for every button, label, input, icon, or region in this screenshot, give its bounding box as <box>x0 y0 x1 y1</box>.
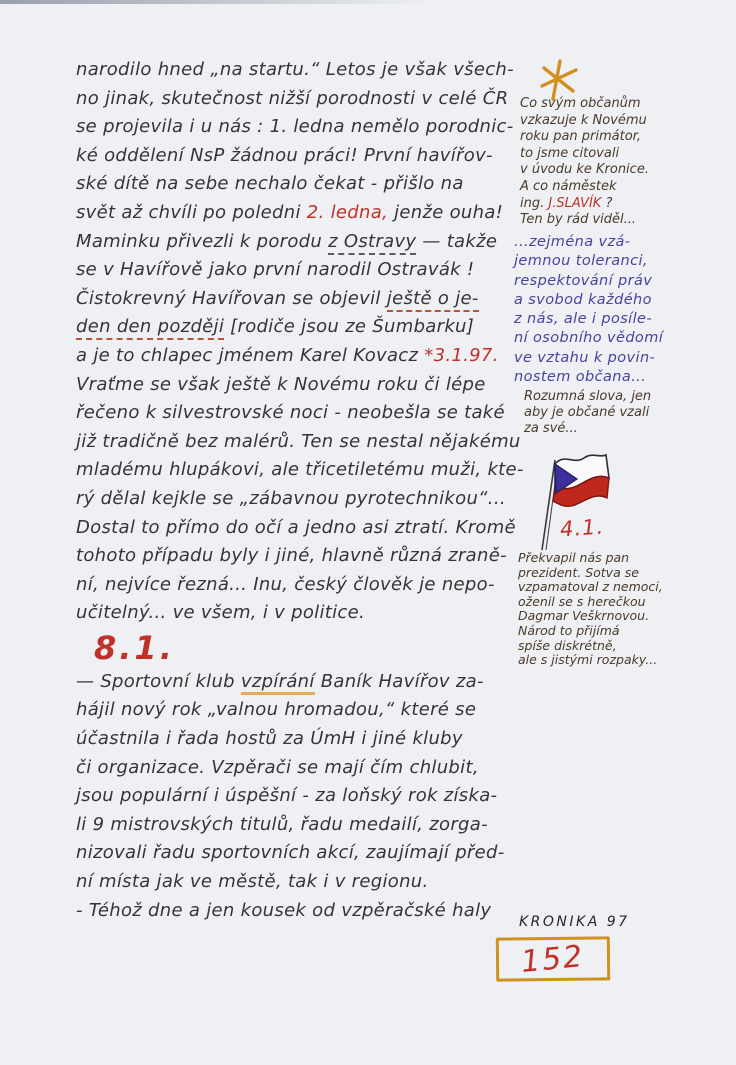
text-segment: li 9 mistrovských titulů, řadu medailí, zorga- <box>76 813 488 835</box>
scan-edge-artifact <box>0 0 430 4</box>
main-text-line <box>76 696 551 725</box>
margin-note-new-year-message-line <box>520 113 649 130</box>
text-segment: rý dělal kejkle se „zábavnou pyrotechnikou“... <box>76 487 506 509</box>
text-segment: ve vztahu k povin- <box>514 349 656 366</box>
main-text-line <box>76 113 551 142</box>
text-segment: a je to chlapec jménem Karel Kovacz <box>76 344 425 366</box>
main-text-line <box>76 342 551 371</box>
margin-note-tolerance-wish-line <box>514 349 663 368</box>
margin-note-tolerance-wish <box>514 233 663 387</box>
page-number: 152 <box>519 938 587 980</box>
text-segment: — Sportovní klub <box>76 670 241 692</box>
main-text-line <box>76 839 551 868</box>
main-text-line <box>76 599 551 628</box>
text-segment: svět až chvíli po poledni <box>76 201 307 223</box>
main-text-line <box>76 285 551 314</box>
margin-note-president-wedding-line <box>518 580 663 595</box>
text-segment: či organizace. Vzpěrači se mají čím chlubit, <box>76 756 479 778</box>
main-text-line <box>76 485 551 514</box>
margin-note-president-wedding <box>518 551 663 668</box>
main-text-line <box>76 428 551 457</box>
text-segment: Baník Havířov za- <box>314 670 484 692</box>
text-segment: - Téhož dne a jen kousek od vzpěračské haly <box>76 899 492 921</box>
margin-note-president-wedding-line <box>518 639 663 654</box>
text-segment: a svobod každého <box>514 291 652 308</box>
margin-note-new-year-message <box>520 96 649 229</box>
main-text-line <box>76 85 551 114</box>
text-segment: nostem občana... <box>514 369 647 386</box>
text-segment: nizovali řadu sportovních akcí, zaujímají před- <box>76 842 505 864</box>
margin-note-sensible-words-line <box>524 421 651 437</box>
text-segment: J.SLAVÍK <box>548 195 602 211</box>
text-segment: v úvodu ke Kronice. <box>520 162 649 178</box>
text-segment: ní, nejvíce řezná... Inu, český člověk je nepo- <box>76 573 495 595</box>
text-segment: narodilo hned „na startu.“ Letos je však všech- <box>76 59 514 80</box>
text-segment: roku pan primátor, <box>520 129 641 145</box>
margin-note-new-year-message-line <box>520 179 649 196</box>
text-segment: vzpamatoval z nemoci, <box>518 579 663 595</box>
margin-note-tolerance-wish-line <box>514 233 663 252</box>
main-text-line <box>76 456 551 485</box>
margin-note-president-wedding-line <box>518 609 663 624</box>
margin-note-new-year-message-line <box>520 146 649 163</box>
main-text-line <box>76 868 551 897</box>
margin-note-tolerance-wish-line <box>514 368 663 387</box>
text-segment: jemnou toleranci, <box>514 253 648 270</box>
text-segment: jenže ouha! <box>388 201 504 223</box>
main-text-line <box>76 371 551 400</box>
text-segment: Překvapil nás pan <box>518 550 630 565</box>
text-segment: spíše diskrétně, <box>518 637 617 653</box>
text-segment: ské dítě na sebe nechalo čekat - přišlo na <box>76 173 464 195</box>
main-text-line <box>76 628 551 668</box>
text-segment: ale s jistými rozpaky... <box>518 652 658 668</box>
main-text-line <box>76 56 551 85</box>
margin-note-tolerance-wish-line <box>514 252 663 271</box>
text-segment: Dagmar Veškrnovou. <box>518 608 650 624</box>
margin-note-president-wedding-line <box>518 551 663 566</box>
text-segment: ní místa jak ve městě, tak i v regionu. <box>76 871 429 893</box>
text-segment: řečeno k silvestrovské noci - neobešla se také <box>76 402 505 424</box>
text-segment: ? <box>601 195 613 211</box>
text-segment: *3.1.97. <box>424 344 499 366</box>
text-segment: Co svým občanům <box>520 96 641 111</box>
kronika-label: KRONIKA 97 <box>519 914 630 930</box>
margin-note-tolerance-wish-line <box>514 291 663 310</box>
text-segment: Národ to přijímá <box>518 622 620 638</box>
text-segment: se projevila i u nás : 1. ledna nemělo porodnic- <box>76 116 514 138</box>
main-text-line <box>76 571 551 600</box>
text-segment: z nás, ale i posíle- <box>514 311 652 328</box>
text-segment: tohoto případu byly i jiné, hlavně různá zraně- <box>76 545 507 567</box>
text-segment: ing. <box>520 195 549 211</box>
text-segment: se v Havířově jako první narodil Ostravák ! <box>76 259 475 281</box>
margin-note-new-year-message-line <box>520 212 649 229</box>
main-text-line <box>76 313 551 342</box>
margin-note-president-wedding-line <box>518 624 663 639</box>
margin-note-tolerance-wish-line <box>514 310 663 329</box>
main-text-line <box>76 256 551 285</box>
main-text-line <box>76 754 551 783</box>
main-text-line <box>76 514 551 543</box>
margin-note-sensible-words-line <box>524 405 651 421</box>
text-segment: jsou populární i úspěšní - za loňský rok získa- <box>76 785 498 807</box>
text-segment: den den později <box>76 316 224 340</box>
text-segment: již tradičně bez malérů. Ten se nestal nějakému <box>76 430 521 452</box>
margin-note-president-wedding-line <box>518 566 663 581</box>
margin-note-new-year-message-line <box>520 196 649 213</box>
main-text-line <box>76 897 551 926</box>
text-segment: respektování práv <box>514 272 653 289</box>
main-text-line <box>76 142 551 171</box>
text-segment: prezident. Sotva se <box>518 564 639 580</box>
main-text-line <box>76 399 551 428</box>
text-segment: účastnila i řada hostů za ÚmH i jiné kluby <box>76 728 463 750</box>
text-segment: Vraťme se však ještě k Novému roku či lépe <box>76 373 486 395</box>
text-segment: za své... <box>524 421 578 437</box>
margin-note-tolerance-wish-line <box>514 329 663 348</box>
text-segment: ...zejména vzá- <box>514 234 631 250</box>
main-text-line <box>76 811 551 840</box>
text-segment: aby je občané vzali <box>524 405 650 421</box>
text-segment: Maminku přivezli k porodu <box>76 230 329 252</box>
margin-note-new-year-message-line <box>520 96 649 113</box>
text-segment: Ten by rád viděl... <box>520 212 637 228</box>
text-segment: vzkazuje k Novému <box>520 112 647 128</box>
margin-note-president-wedding-line <box>518 653 663 668</box>
text-segment: — takže <box>416 230 498 252</box>
main-text-line <box>76 725 551 754</box>
text-segment: ještě o je- <box>387 288 479 312</box>
text-segment: ké oddělení NsP žádnou práci! První havířov- <box>76 144 493 166</box>
text-segment: ní osobního vědomí <box>514 330 664 347</box>
text-segment: 8.1. <box>94 628 175 667</box>
text-segment: [rodiče jsou ze Šumbarku] <box>224 316 475 338</box>
text-segment: Čistokrevný Havířovan se objevil <box>76 287 387 309</box>
margin-note-tolerance-wish-line <box>514 272 663 291</box>
text-segment: to jsme citovali <box>520 145 620 161</box>
main-text-line <box>76 668 551 697</box>
main-text <box>76 56 551 925</box>
text-segment: vzpírání <box>241 671 315 695</box>
main-text-line <box>76 228 551 257</box>
margin-note-new-year-message-line <box>520 129 649 146</box>
flag-date-label: 4.1. <box>559 514 605 542</box>
text-segment: oženil se s herečkou <box>518 593 646 609</box>
main-text-line <box>76 199 551 228</box>
text-segment: 2. ledna, <box>306 201 389 223</box>
page-number-box <box>496 936 610 981</box>
text-segment: hájil nový rok „valnou hromadou,“ které se <box>76 699 477 721</box>
text-segment: z Ostravy <box>328 231 416 255</box>
text-segment: mladému hlupákovi, ale třicetiletému muži, kte- <box>76 459 524 481</box>
margin-note-new-year-message-line <box>520 162 649 179</box>
main-text-line <box>76 170 551 199</box>
text-segment: Dostal to přímo do očí a jedno asi ztratí. Kromě <box>76 516 516 538</box>
margin-note-president-wedding-line <box>518 595 663 610</box>
main-text-line <box>76 782 551 811</box>
text-segment: A co náměstek <box>520 178 617 194</box>
main-text-line <box>76 542 551 571</box>
text-segment: no jinak, skutečnost nižší porodnosti v celé ČR <box>76 87 509 109</box>
text-segment: učitelný... ve všem, i v politice. <box>76 602 366 624</box>
text-segment: Rozumná slova, jen <box>524 389 652 404</box>
margin-note-sensible-words <box>524 389 651 438</box>
margin-note-sensible-words-line <box>524 389 651 405</box>
